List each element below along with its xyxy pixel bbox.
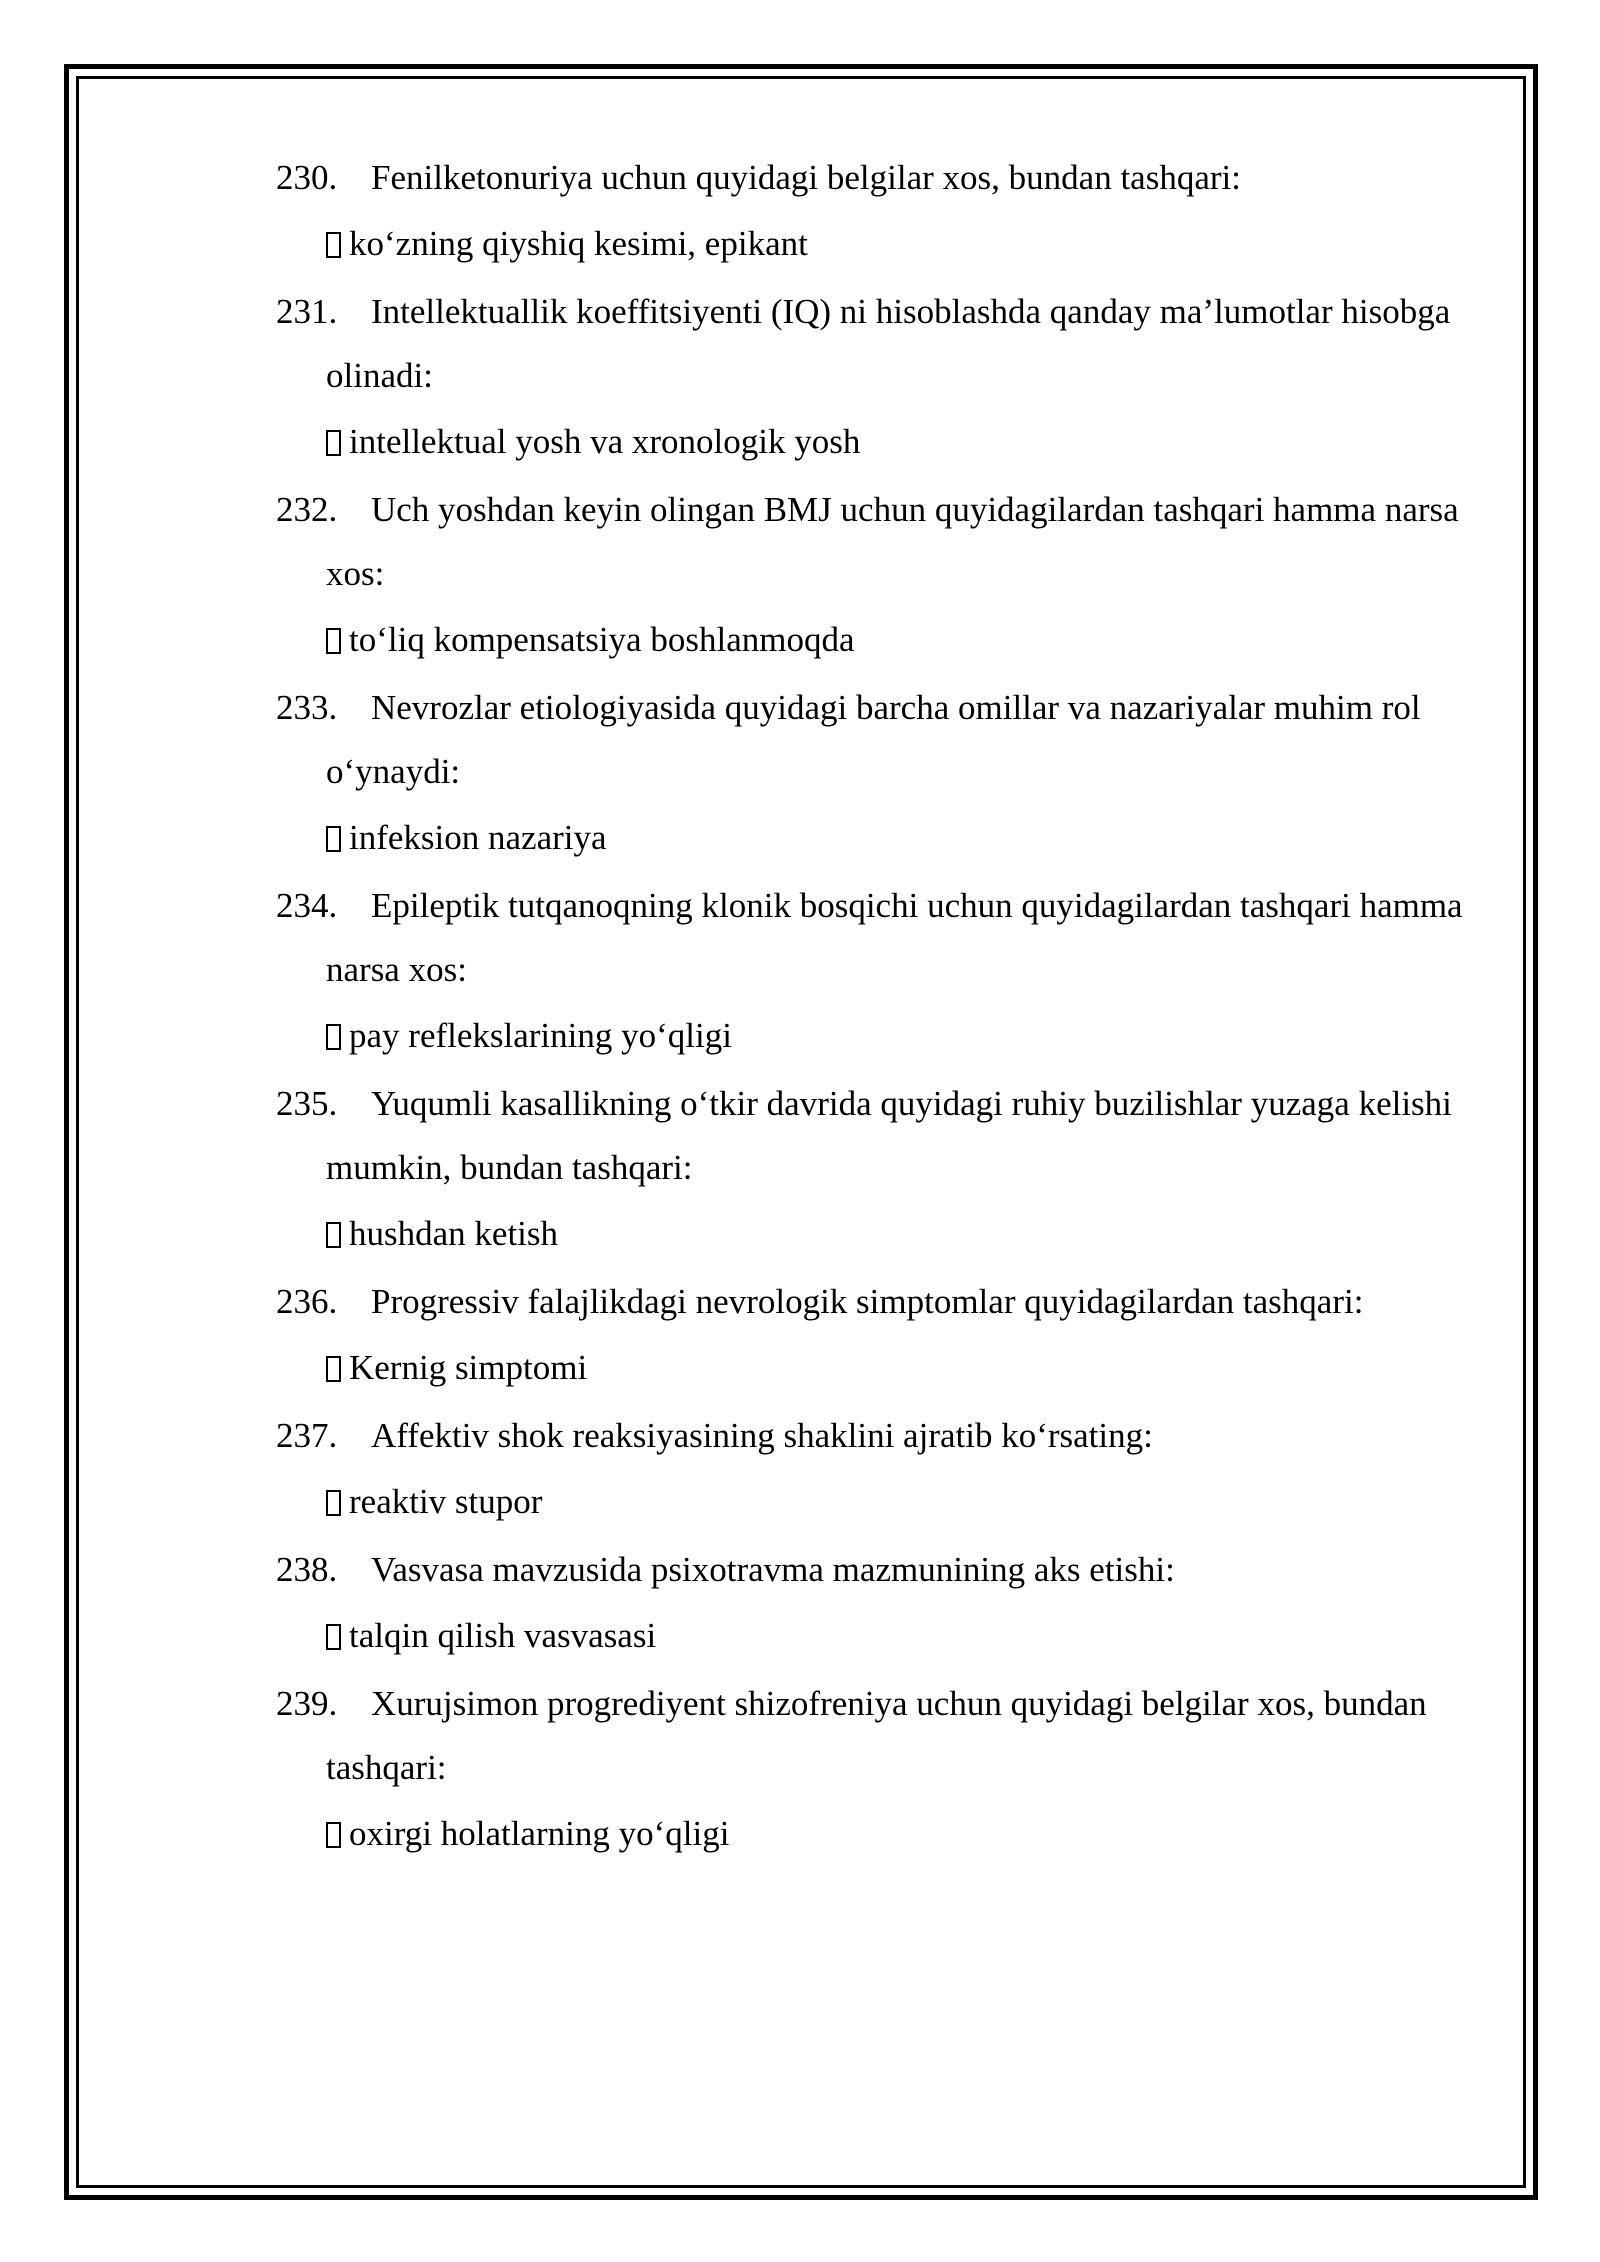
missing-glyph-box-icon bbox=[326, 1490, 341, 1516]
question-text: Vasvasa mavzusida psixotravma mazmunining aks etishi: bbox=[371, 1550, 1175, 1589]
question bbox=[276, 874, 1496, 1002]
answer bbox=[276, 1344, 1496, 1392]
answer-text: talqin qilish vasvasasi bbox=[349, 1616, 657, 1655]
answer bbox=[276, 1012, 1496, 1060]
question bbox=[276, 1404, 1496, 1468]
question bbox=[276, 676, 1496, 804]
question-text: Intellektuallik koeffitsiyenti (IQ) ni hisoblashda qanday ma’lumotlar hisobga olinadi: bbox=[326, 292, 1451, 395]
answer-text: pay reflekslarining yo‘qligi bbox=[349, 1016, 732, 1055]
question-text: Progressiv falajlikdagi nevrologik simptomlar quyidagilardan tashqari: bbox=[371, 1282, 1364, 1321]
question bbox=[276, 146, 1496, 210]
question-number: 235. bbox=[276, 1084, 338, 1123]
missing-glyph-box-icon bbox=[326, 826, 341, 852]
question-text: Yuqumli kasallikning o‘tkir davrida quyidagi ruhiy buzilishlar yuzaga kelishi mumkin, bundan tashqari: bbox=[326, 1084, 1452, 1187]
question-item bbox=[276, 1672, 1496, 1858]
missing-glyph-box-icon bbox=[326, 1024, 341, 1050]
question-item bbox=[276, 676, 1496, 862]
answer bbox=[276, 418, 1496, 466]
question-number: 234. bbox=[276, 886, 338, 925]
question bbox=[276, 1538, 1496, 1602]
answer bbox=[276, 814, 1496, 862]
question-item bbox=[276, 478, 1496, 664]
question-text: Affektiv shok reaksiyasining shaklini ajratib ko‘rsating: bbox=[371, 1416, 1153, 1455]
answer bbox=[276, 1478, 1496, 1526]
answer bbox=[276, 1612, 1496, 1660]
question-number: 238. bbox=[276, 1550, 338, 1589]
question-number: 237. bbox=[276, 1416, 338, 1455]
missing-glyph-box-icon bbox=[326, 232, 341, 258]
answer-text: Kernig simptomi bbox=[349, 1348, 588, 1387]
question-number: 239. bbox=[276, 1684, 338, 1723]
answer-text: oxirgi holatlarning yo‘qligi bbox=[349, 1814, 730, 1853]
question-item bbox=[276, 280, 1496, 466]
missing-glyph-box-icon bbox=[326, 1822, 341, 1848]
question bbox=[276, 1672, 1496, 1800]
question-text: Nevrozlar etiologiyasida quyidagi barcha omillar va nazariyalar muhim rol o‘ynaydi: bbox=[326, 688, 1421, 791]
missing-glyph-box-icon bbox=[326, 1624, 341, 1650]
question-number: 236. bbox=[276, 1282, 338, 1321]
answer bbox=[276, 616, 1496, 664]
missing-glyph-box-icon bbox=[326, 628, 341, 654]
question-item bbox=[276, 1072, 1496, 1258]
answer bbox=[276, 1210, 1496, 1258]
question bbox=[276, 280, 1496, 408]
question-number: 231. bbox=[276, 292, 338, 331]
question-item bbox=[276, 1270, 1496, 1392]
answer bbox=[276, 220, 1496, 268]
answer-text: infeksion nazariya bbox=[349, 818, 607, 857]
missing-glyph-box-icon bbox=[326, 1356, 341, 1382]
question-item bbox=[276, 1404, 1496, 1526]
question bbox=[276, 478, 1496, 606]
question-text: Uch yoshdan keyin olingan BMJ uchun quyidagilardan tashqari hamma narsa xos: bbox=[326, 490, 1459, 593]
answer-text: ko‘zning qiyshiq kesimi, epikant bbox=[349, 224, 808, 263]
question-number: 230. bbox=[276, 158, 338, 197]
question-item bbox=[276, 146, 1496, 268]
question-list bbox=[276, 146, 1496, 1870]
question-text: Epileptik tutqanoqning klonik bosqichi uchun quyidagilardan tashqari hamma narsa xos: bbox=[326, 886, 1463, 989]
answer-text: reaktiv stupor bbox=[349, 1482, 543, 1521]
question-number: 232. bbox=[276, 490, 338, 529]
answer bbox=[276, 1810, 1496, 1858]
answer-text: to‘liq kompensatsiya boshlanmoqda bbox=[349, 620, 855, 659]
question bbox=[276, 1072, 1496, 1200]
question-item bbox=[276, 874, 1496, 1060]
question-number: 233. bbox=[276, 688, 338, 727]
question-item bbox=[276, 1538, 1496, 1660]
question-text: Xurujsimon progrediyent shizofreniya uchun quyidagi belgilar xos, bundan tashqari: bbox=[326, 1684, 1427, 1787]
missing-glyph-box-icon bbox=[326, 430, 341, 456]
missing-glyph-box-icon bbox=[326, 1222, 341, 1248]
answer-text: hushdan ketish bbox=[349, 1214, 559, 1253]
answer-text: intellektual yosh va xronologik yosh bbox=[349, 422, 861, 461]
question bbox=[276, 1270, 1496, 1334]
question-text: Fenilketonuriya uchun quyidagi belgilar xos, bundan tashqari: bbox=[371, 158, 1241, 197]
